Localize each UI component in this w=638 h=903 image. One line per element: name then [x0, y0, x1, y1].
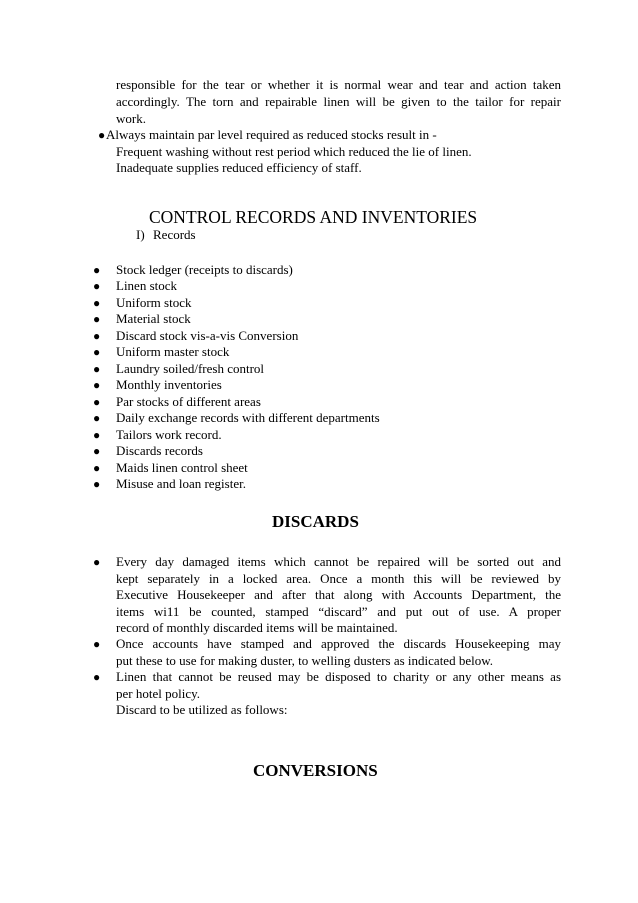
bullet-icon: ● — [93, 263, 101, 277]
bullet-icon: ● — [98, 128, 106, 142]
records-item: Stock ledger (receipts to discards) — [116, 262, 293, 277]
bullet-icon: ● — [93, 362, 101, 376]
intro-line: work. — [116, 111, 146, 126]
bullet-icon: ● — [93, 477, 101, 491]
records-label: Records — [153, 227, 196, 242]
records-item: Par stocks of different areas — [116, 394, 261, 409]
conversions-heading: CONVERSIONS — [253, 761, 378, 780]
records-item: Misuse and loan register. — [116, 476, 246, 491]
records-number: I) — [136, 227, 145, 242]
bullet-icon: ● — [93, 279, 101, 293]
bullet-icon: ● — [93, 329, 101, 343]
records-item: Uniform stock — [116, 295, 192, 310]
bullet-icon: ● — [93, 555, 101, 569]
bullet-icon: ● — [93, 444, 101, 458]
par-level-bullet: Always maintain par level required as reduced stocks result in - — [106, 127, 437, 142]
discards-p3-line: per hotel policy. — [116, 686, 200, 701]
bullet-icon: ● — [93, 378, 101, 392]
records-item: Monthly inventories — [116, 377, 222, 392]
records-item: Material stock — [116, 311, 191, 326]
par-sub-line: Inadequate supplies reduced efficiency of staff. — [116, 160, 362, 175]
discards-p2-line: put these to use for making duster, to welling dusters as indicated below. — [116, 653, 493, 668]
bullet-icon: ● — [93, 670, 101, 684]
bullet-icon: ● — [93, 312, 101, 326]
records-item: Tailors work record. — [116, 427, 222, 442]
discards-p1-line: record of monthly discarded items will be maintained. — [116, 620, 398, 635]
bullet-icon: ● — [93, 637, 101, 651]
records-item: Maids linen control sheet — [116, 460, 248, 475]
bullet-icon: ● — [93, 395, 101, 409]
par-sub-line: Frequent washing without rest period which reduced the lie of linen. — [116, 144, 472, 159]
discards-p3-line: Linen that cannot be reused may be disposed to charity or any other means as — [116, 669, 561, 684]
records-item: Daily exchange records with different departments — [116, 410, 380, 425]
bullet-icon: ● — [93, 411, 101, 425]
records-item: Linen stock — [116, 278, 178, 293]
intro-line: accordingly. The torn and repairable linen will be given to the tailor for repair — [116, 94, 561, 109]
control-heading: CONTROL RECORDS AND INVENTORIES — [149, 207, 478, 227]
discards-heading: DISCARDS — [272, 512, 359, 531]
intro-line: responsible for the tear or whether it is normal wear and tear and action taken — [116, 77, 561, 92]
discards-p1-line: Every day damaged items which cannot be repaired will be sorted out and — [116, 554, 561, 569]
discards-p2-line: Once accounts have stamped and approved the discards Housekeeping may — [116, 636, 561, 651]
bullet-icon: ● — [93, 461, 101, 475]
discards-p3-tail: Discard to be utilized as follows: — [116, 702, 288, 717]
discards-p1-line: kept separately in a locked area. Once a month this will be reviewed by — [116, 571, 561, 586]
records-item: Discards records — [116, 443, 203, 458]
bullet-icon: ● — [93, 296, 101, 310]
bullet-icon: ● — [93, 345, 101, 359]
discards-p1-line: items wi11 be counted, stamped “discard” and put out of use. A proper — [116, 604, 561, 619]
records-item: Uniform master stock — [116, 344, 230, 359]
records-item: Laundry soiled/fresh control — [116, 361, 265, 376]
discards-p1-line: Executive Housekeeper and after that along with Accounts Department, the — [116, 587, 561, 602]
records-item: Discard stock vis-a-vis Conversion — [116, 328, 299, 343]
bullet-icon: ● — [93, 428, 101, 442]
